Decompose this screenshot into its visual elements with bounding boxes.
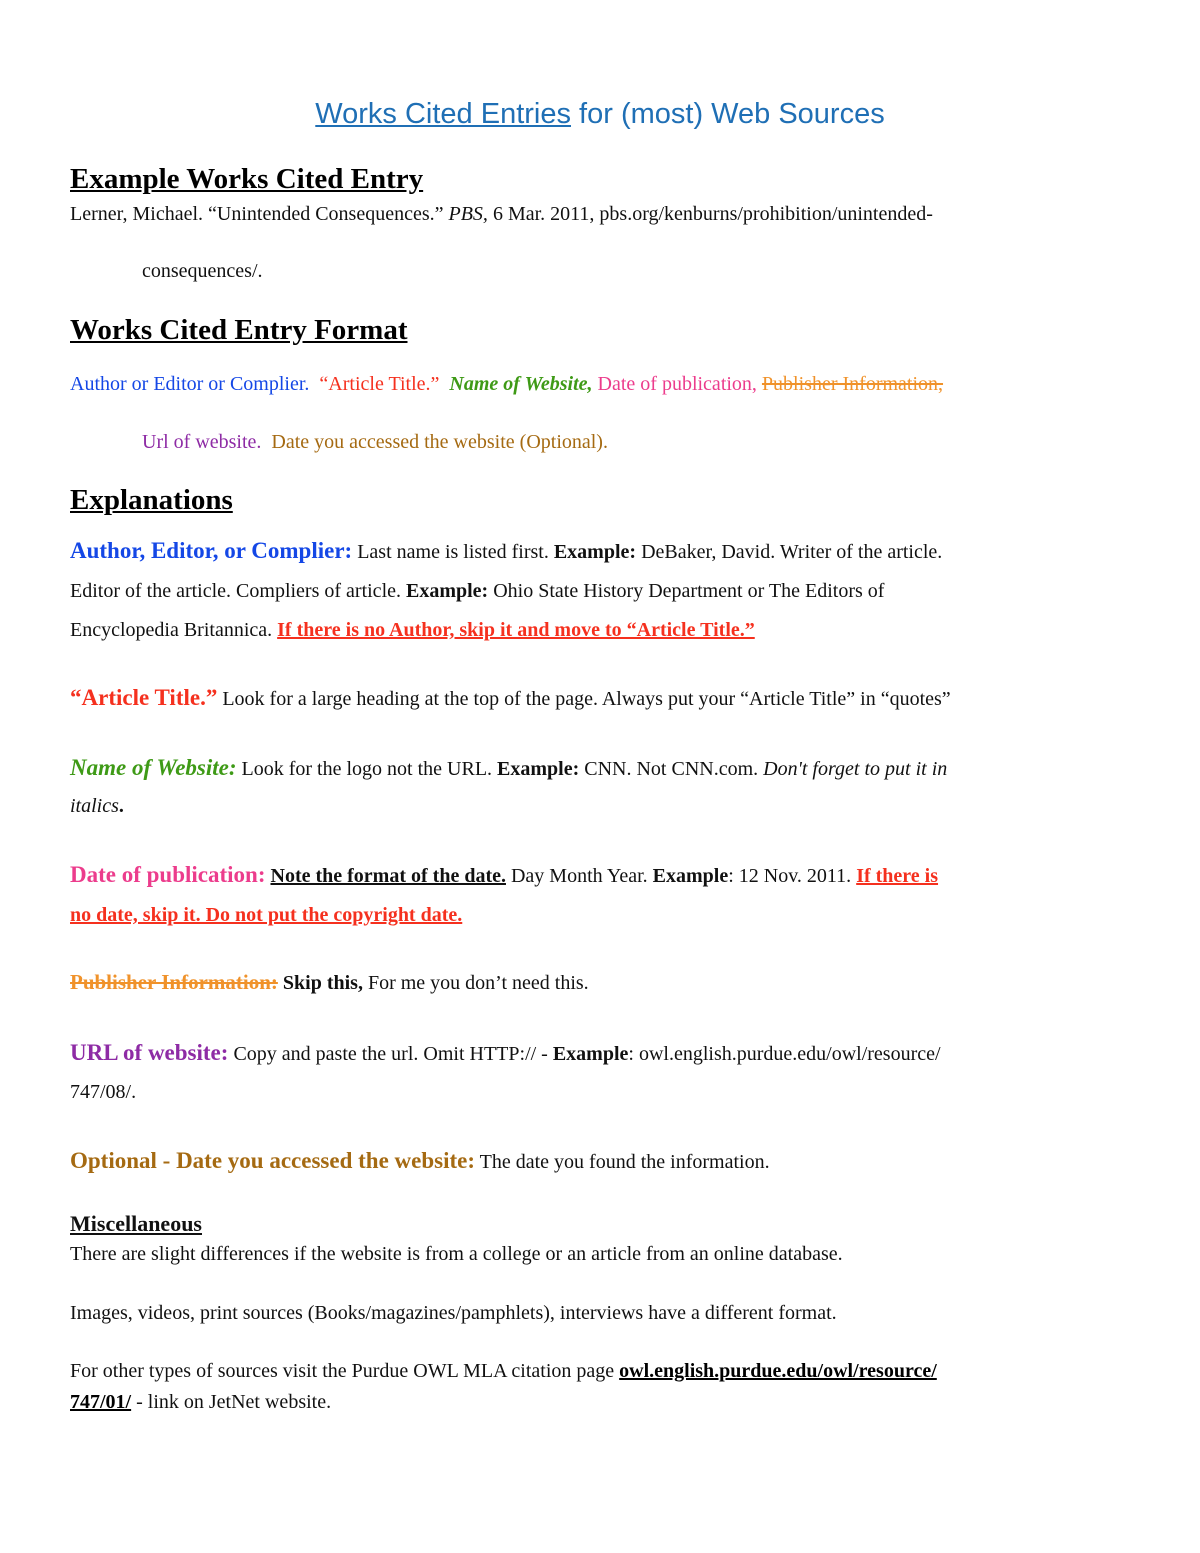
misc-paragraph-3-line-2 xyxy=(70,1392,331,1412)
date-note: Note the format of the date. xyxy=(270,865,506,887)
example-heading: Example Works Cited Entry xyxy=(70,163,424,195)
website-example-label: Example: xyxy=(497,758,580,780)
example-entry-line-1 xyxy=(70,204,933,224)
website-explanation-line-2 xyxy=(70,796,124,816)
author-text-1: Last name is listed first. xyxy=(352,541,554,563)
publisher-text: For me you don’t need this. xyxy=(362,972,589,994)
url-text-1: Copy and paste the url. Omit HTTP:// - xyxy=(228,1043,553,1065)
misc-p3-text: For other types of sources visit the Purdue OWL MLA citation page xyxy=(70,1360,620,1382)
misc-paragraph-1: There are slight differences if the website is from a college or an article from an online database. xyxy=(70,1243,843,1265)
date-text-1: Day Month Year. xyxy=(505,865,653,887)
publisher-skip: Skip this, xyxy=(277,972,363,994)
website-text-2: CNN. Not CNN.com. xyxy=(579,758,764,780)
article-explanation xyxy=(70,686,951,709)
website-lead: Name of Website: xyxy=(70,755,237,780)
website-explanation-line-1 xyxy=(70,756,947,779)
author-text-2: DeBaker, David. Writer of the article. xyxy=(636,541,943,563)
misc-p3-end: - link on JetNet website. xyxy=(131,1391,332,1413)
date-explanation-line-2 xyxy=(70,905,462,925)
example-entry-line-2: consequences/. xyxy=(142,260,263,282)
format-accessed: Date you accessed the website (Optional). xyxy=(271,431,608,453)
publisher-lead: Publisher Information: xyxy=(70,970,278,994)
format-date: Date of publication, xyxy=(597,373,757,395)
accessed-lead: Optional - Date you accessed the website: xyxy=(70,1148,476,1173)
explanations-heading: Explanations xyxy=(70,484,233,516)
example-entry-text: Lerner, Michael. “Unintended Consequences.” xyxy=(70,203,449,225)
author-explanation-line-1 xyxy=(70,539,942,562)
purdue-owl-link[interactable]: owl.english.purdue.edu/owl/resource/ xyxy=(619,1360,937,1382)
format-author: Author or Editor or Complier. xyxy=(70,373,310,395)
date-text-2: : 12 Nov. 2011. xyxy=(728,865,857,887)
accessed-explanation xyxy=(70,1149,770,1172)
example-entry-url: 6 Mar. 2011, pbs.org/kenburns/prohibition/unintended- xyxy=(487,203,933,225)
purdue-owl-link-cont[interactable]: 747/01/ xyxy=(70,1391,132,1413)
author-example-label-2: Example: xyxy=(406,580,489,602)
date-example-label: Example xyxy=(652,865,729,887)
article-lead: “Article Title.” xyxy=(70,685,218,710)
url-explanation-line-1 xyxy=(70,1041,941,1064)
format-line-1 xyxy=(70,374,943,394)
format-article: “Article Title.” xyxy=(319,373,440,395)
misc-paragraph-2: Images, videos, print sources (Books/magazines/pamphlets), interviews have a different format. xyxy=(70,1302,837,1324)
url-example-label: Example xyxy=(552,1043,629,1065)
date-lead: Date of publication: xyxy=(70,862,266,887)
article-text: Look for a large heading at the top of the page. Always put your “Article Title” in “quotes” xyxy=(217,688,951,710)
website-text-1: Look for the logo not the URL. xyxy=(236,758,498,780)
date-explanation-line-1 xyxy=(70,863,938,886)
format-website: Name of Website, xyxy=(449,373,593,395)
website-italics-word: italics xyxy=(70,795,119,817)
title-part-1: Works Cited Entries xyxy=(315,98,571,130)
author-explanation-line-3 xyxy=(70,620,755,640)
format-url: Url of website. xyxy=(142,431,262,453)
url-explanation-line-2: 747/08/. xyxy=(70,1081,137,1103)
author-lead: Author, Editor, or Complier: xyxy=(70,538,353,563)
accessed-text: The date you found the information. xyxy=(475,1151,770,1173)
date-warning-1: If there is xyxy=(856,865,939,887)
website-italics-period: . xyxy=(118,795,124,817)
page-title xyxy=(0,98,1200,131)
title-part-2: for (most) Web Sources xyxy=(571,98,885,130)
format-heading: Works Cited Entry Format xyxy=(70,314,408,346)
misc-paragraph-3-line-1 xyxy=(70,1361,937,1381)
author-explanation-line-2 xyxy=(70,581,884,601)
website-note: Don't forget to put it in xyxy=(763,758,948,780)
author-line2-b: Ohio State History Department or The Editors of xyxy=(488,580,885,602)
url-lead: URL of website: xyxy=(70,1040,229,1065)
format-publisher: Publisher Information, xyxy=(761,373,944,395)
date-warning-2: no date, skip it. Do not put the copyright date. xyxy=(70,904,463,926)
example-entry-website: PBS, xyxy=(448,203,488,225)
publisher-explanation xyxy=(70,972,589,993)
misc-heading: Miscellaneous xyxy=(70,1211,202,1236)
author-example-label: Example: xyxy=(553,541,637,563)
author-line3-a: Encyclopedia Britannica. xyxy=(70,619,278,641)
author-line2-a: Editor of the article. Compliers of article. xyxy=(70,580,406,602)
url-text-2: : owl.english.purdue.edu/owl/resource/ xyxy=(628,1043,941,1065)
author-warning: If there is no Author, skip it and move to “Article Title.” xyxy=(277,619,755,641)
format-line-2 xyxy=(142,432,608,452)
